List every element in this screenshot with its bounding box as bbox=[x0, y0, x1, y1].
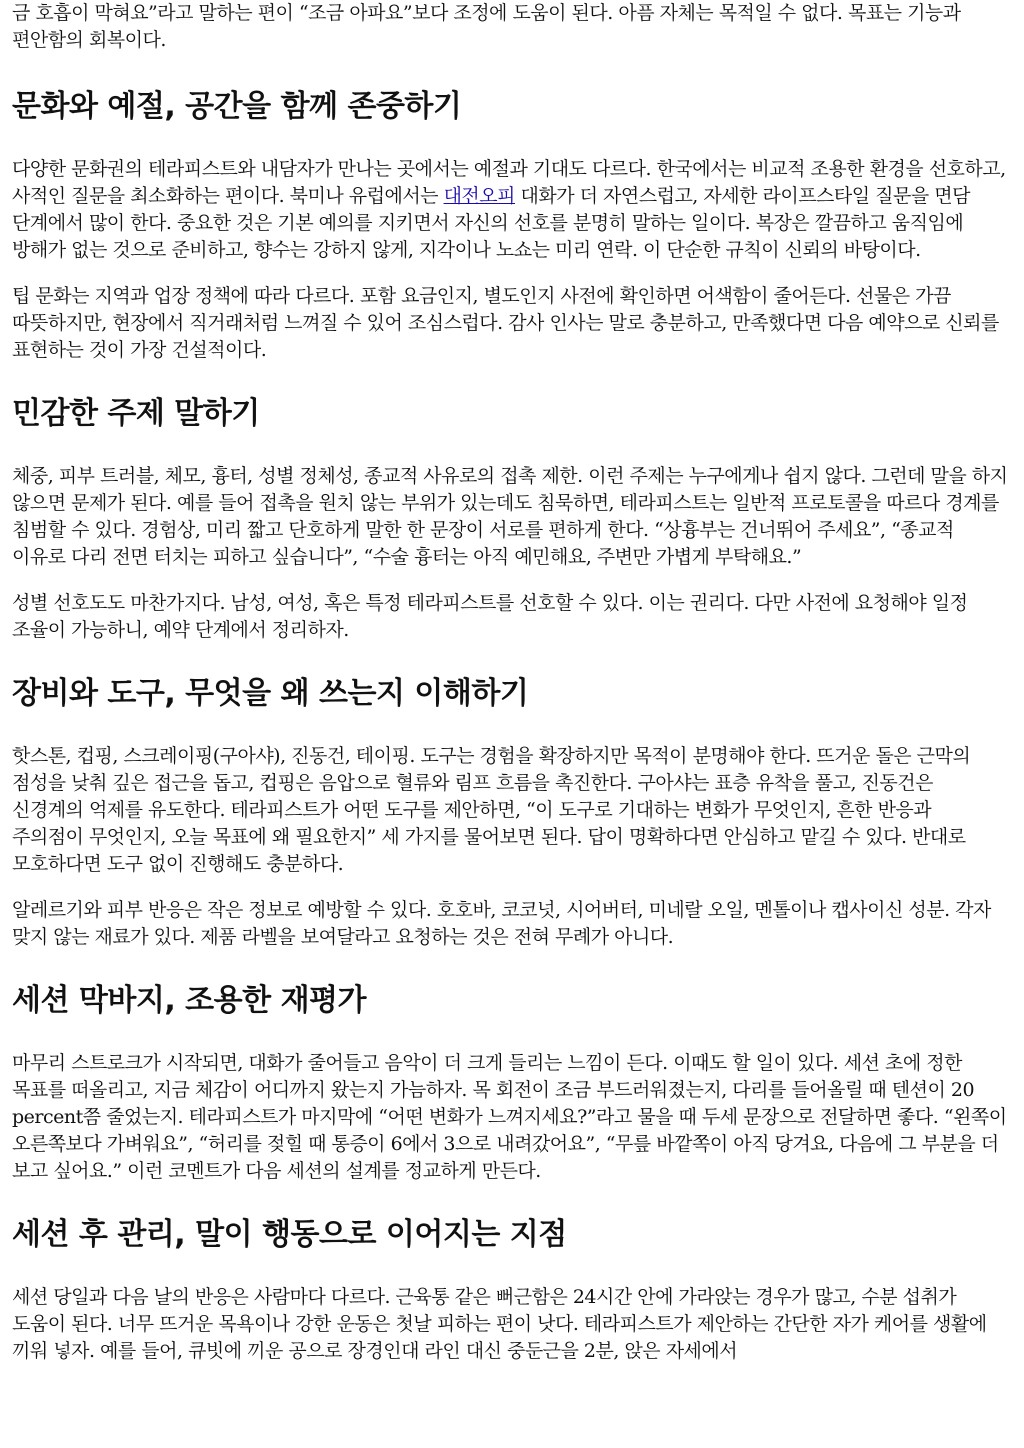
session-end-paragraph-1: 마무리 스트로크가 시작되면, 대화가 줄어들고 음악이 더 크게 들리는 느낌이 든다. 이때도 할 일이 있다. 세션 초에 정한 목표를 떠올리고, 지금 체감이 어디까지 왔는지 가늠하자. 목 회전이 조금 부드러워졌는지, 다리를 들어올릴 때 텐션이 20 percent쯤 줄었는지. 테라피스트가 마지막에 “어떤 변화가 느껴지세요?”라고 물을 때 두세 문장으로 전달하면 좋다. “왼쪽이 오른쪽보다 가벼워요”, “허리를 젖힐 때 통증이 6에서 3으로 내려갔어요”, “무릎 바깥쪽이 아직 당겨요, 다음에 그 부분을 더 보고 싶어요.” 이런 코멘트가 다음 세션의 설계를 정교하게 만든다. bbox=[12, 1052, 1007, 1182]
section-heading-sensitive-topics: 민감한 주제 말하기 bbox=[12, 396, 260, 431]
intro-paragraph: 금 호흡이 막혀요”라고 말하는 편이 “조금 아파요”보다 조정에 도움이 된다. 아픔 자체는 목적일 수 없다. 목표는 기능과 편안함의 회복이다. bbox=[12, 2, 961, 51]
culture-paragraph-1 bbox=[12, 156, 1008, 264]
culture-paragraph-1-text-b: 대화가 더 자연스럽고, 자세한 라이프스타일 질문을 면담 단계에서 많이 한다. 중요한 것은 기본 예의를 지키면서 자신의 선호를 분명히 말하는 일이다. 복장은 깔끔하고 움직임에 방해가 없는 것으로 준비하고, 향수는 강하지 않게, 지각이나 노쇼는 미리 연락. 이 단순한 규칙이 신뢰의 바탕이다. bbox=[12, 185, 970, 261]
section-heading-culture: 문화와 예절, 공간을 함께 존중하기 bbox=[12, 89, 462, 124]
section-heading-aftercare: 세션 후 관리, 말이 행동으로 이어지는 지점 bbox=[12, 1217, 567, 1252]
sensitive-paragraph-2: 성별 선호도도 마찬가지다. 남성, 여성, 혹은 특정 테라피스트를 선호할 수 있다. 이는 권리다. 다만 사전에 요청해야 일정 조율이 가능하니, 예약 단계에서 정리하자. bbox=[12, 592, 968, 641]
sensitive-paragraph-1: 체중, 피부 트러블, 체모, 흉터, 성별 정체성, 종교적 사유로의 접촉 제한. 이런 주제는 누구에게나 쉽지 않다. 그런데 말을 하지 않으면 문제가 된다. 예를 들어 접촉을 원치 않는 부위가 있는데도 침묵하면, 테라피스트는 일반적 프로토콜을 따르다 경계를 침범할 수 있다. 경험상, 미리 짧고 단호하게 말한 한 문장이 서로를 편하게 한다. “상흉부는 건너뛰어 주세요”, “종교적 이유로 다리 전면 터치는 피하고 싶습니다”, “수술 흉터는 아직 예민해요, 주변만 가볍게 부탁해요.” bbox=[12, 465, 1008, 568]
daejeon-link[interactable]: 대전오피 bbox=[443, 185, 515, 207]
tools-paragraph-2: 알레르기와 피부 반응은 작은 정보로 예방할 수 있다. 호호바, 코코넛, 시어버터, 미네랄 오일, 멘톨이나 캡사이신 성분. 각자 맞지 않는 재료가 있다. 제품 라벨을 보여달라고 요청하는 것은 전혀 무례가 아니다. bbox=[12, 899, 991, 948]
article-body bbox=[12, 0, 1008, 1365]
aftercare-paragraph-1: 세션 당일과 다음 날의 반응은 사람마다 다르다. 근육통 같은 뻐근함은 24시간 안에 가라앉는 경우가 많고, 수분 섭취가 도움이 된다. 너무 뜨거운 목욕이나 강한 운동은 첫날 피하는 편이 낫다. 테라피스트가 제안하는 간단한 자가 케어를 생활에 끼워 넣자. 예를 들어, 큐빗에 끼운 공으로 장경인대 라인 대신 중둔근을 2분, 앉은 자세에서 bbox=[12, 1286, 987, 1362]
culture-paragraph-1-text-a: 다양한 문화권의 테라피스트와 내담자가 만나는 곳에서는 예절과 기대도 다르다. 한국에서는 비교적 조용한 환경을 선호하고, 사적인 질문을 최소화하는 편이다. 북미나 유럽에서는 bbox=[12, 158, 1006, 207]
tools-paragraph-1: 핫스톤, 컵핑, 스크레이핑(구아샤), 진동건, 테이핑. 도구는 경험을 확장하지만 목적이 분명해야 한다. 뜨거운 돌은 근막의 점성을 낮춰 깊은 접근을 돕고, 컵핑은 음압으로 혈류와 림프 흐름을 촉진한다. 구아샤는 표층 유착을 풀고, 진동건은 신경계의 억제를 유도한다. 테라피스트가 어떤 도구를 제안하면, “이 도구로 기대하는 변화가 무엇인지, 흔한 반응과 주의점이 무엇인지, 오늘 목표에 왜 필요한지” 세 가지를 물어보면 된다. 답이 명확하다면 안심하고 맡길 수 있다. 반대로 모호하다면 도구 없이 진행해도 충분하다. bbox=[12, 745, 971, 875]
section-heading-tools: 장비와 도구, 무엇을 왜 쓰는지 이해하기 bbox=[12, 676, 529, 711]
section-heading-session-end: 세션 막바지, 조용한 재평가 bbox=[12, 983, 367, 1018]
culture-paragraph-2: 팁 문화는 지역과 업장 정책에 따라 다르다. 포함 요금인지, 별도인지 사전에 확인하면 어색함이 줄어든다. 선물은 가끔 따뜻하지만, 현장에서 직거래처럼 느껴질 수 있어 조심스럽다. 감사 인사는 말로 충분하고, 만족했다면 다음 예약으로 신뢰를 표현하는 것이 가장 건설적이다. bbox=[12, 285, 999, 361]
